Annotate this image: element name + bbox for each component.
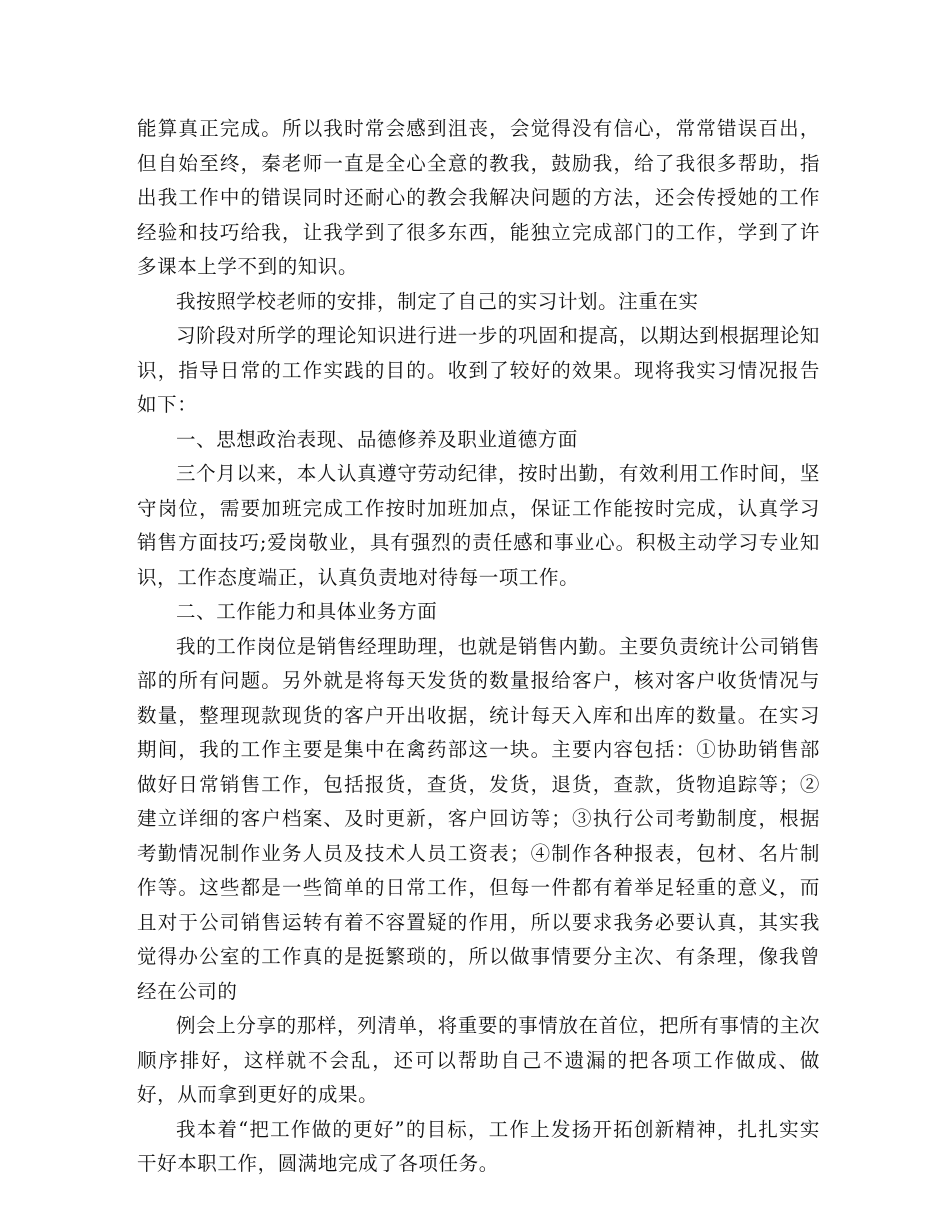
- section-heading-1: 一、思想政治表现、品德修养及职业道德方面: [176, 427, 579, 451]
- document-body: [137, 112, 820, 1182]
- paragraph-7: 我本着“把工作做的更好”的目标，工作上发扬开拓创新精神，扎扎实实干好本职工作，圆满地完成了各项任务。: [137, 1117, 820, 1175]
- paragraph-3: 习阶段对所学的理论知识进行进一步的巩固和提高，以期达到根据理论知识，指导日常的工作实践的目的。收到了较好的效果。现将我实习情况报告如下：: [137, 324, 820, 416]
- paragraph-1: 能算真正完成。所以我时常会感到沮丧，会觉得没有信心，常常错误百出，但自始至终，秦老师一直是全心全意的教我，鼓励我，给了我很多帮助，指出我工作中的错误同时还耐心的教会我解决问题的方法，还会传授她的工作经验和技巧给我，让我学到了很多东西，能独立完成部门的工作，学到了许多课本上学不到的知识。: [137, 117, 820, 278]
- paragraph-2: 我按照学校老师的安排，制定了自己的实习计划。注重在实: [176, 289, 699, 313]
- section-heading-2: 二、工作能力和具体业务方面: [176, 600, 438, 623]
- paragraph-6: 例会上分享的那样，列清单，将重要的事情放在首位，把所有事情的主次顺序排好，这样就不会乱，还可以帮助自己不遗漏的把各项工作做成、做好，从而拿到更好的成果。: [137, 1014, 820, 1106]
- paragraph-5: 我的工作岗位是销售经理助理，也就是销售内勤。主要负责统计公司销售部的所有问题。另外就是将每天发货的数量报给客户，核对客户收货情况与数量，整理现款现货的客户开出收据，统计每天入库和出库的数量。在实习期间，我的工作主要是集中在禽药部这一块。主要内容包括：①协助销售部做好日常销售工作，包括报货，查货，发货，退货，查款，货物追踪等；②建立详细的客户档案、及时更新，客户回访等；③执行公司考勤制度，根据考勤情况制作业务人员及技术人员工资表；④制作各种报表，包材、名片制作等。这些都是一些简单的日常工作，但每一件都有着举足轻重的意义，而且对于公司销售运转有着不容置疑的作用，所以要求我务必要认真，其实我觉得办公室的工作真的是挺繁琐的，所以做事情要分主次、有条理，像我曾经在公司的: [137, 634, 820, 1003]
- paragraph-4: 三个月以来，本人认真遵守劳动纪律，按时出勤，有效利用工作时间，坚守岗位，需要加班完成工作按时加班加点，保证工作能按时完成，认真学习销售方面技巧;爱岗敬业，具有强烈的责任感和事业心。积极主动学习专业知识，工作态度端正，认真负责地对待每一项工作。: [137, 462, 820, 589]
